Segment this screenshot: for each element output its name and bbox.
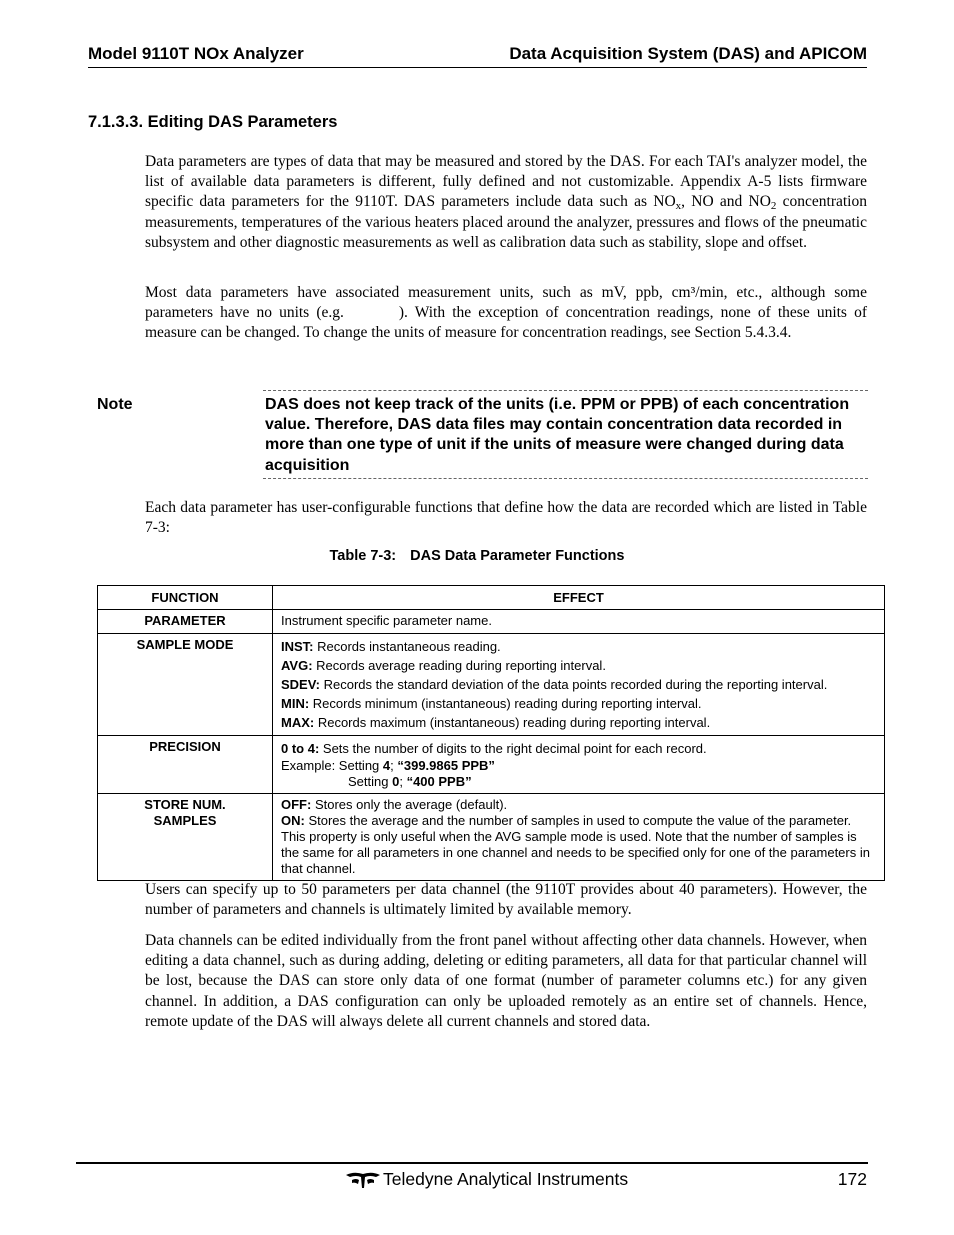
effect-line: OFF: Stores only the average (default). — [281, 797, 508, 812]
effect-line: INST: Records instantaneous reading. — [281, 639, 501, 654]
paragraph-channel-editing: Data channels can be edited individually from the front panel without affecting other data channels. However, when editing a data channel, such as during adding, deleting or editing parameters, all data for that particular channel will be lost, because the DAS can store only data of one format (number of parameter columns etc.) for any given channel. In addition, a DAS configuration can only be uploaded remotely as an entire set of channels. Hence, remote update of the DAS will always delete all current channels and stored data. — [145, 932, 867, 1030]
function-cell: STORE NUM. SAMPLES — [98, 794, 273, 881]
note-top-divider — [263, 390, 868, 391]
example-line: Setting 0; “400 PPB” — [348, 774, 472, 789]
note-text: DAS does not keep track of the units (i.e. PPM or PPB) of each concentration value. Therefore, DAS data files may contain concentration data recorded in more than one type of unit if the units of measure were changed during data acquisition — [265, 396, 850, 474]
footer-page-number: 172 — [837, 1169, 867, 1189]
column-header-function: FUNCTION — [98, 586, 273, 610]
effect-line: MIN: Records minimum (instantaneous) reading during reporting interval. — [281, 696, 702, 711]
table-row — [98, 634, 885, 736]
effect-line: AVG: Records average reading during reporting interval. — [281, 658, 606, 673]
effect-cell — [273, 634, 885, 736]
header-chapter-title: Data Acquisition System (DAS) and APICOM — [509, 44, 867, 63]
header-model-title: Model 9110T NOx Analyzer — [88, 44, 304, 63]
das-parameter-functions-table — [97, 585, 885, 881]
effect-line: ON: Stores the average and the number of samples in used to compute the value of the parameter. This property is only useful when the AVG sample mode is used. Note that the number of samples is the same for all parameters in one channel and needs to be specified only for one of the parameters in that channel. — [281, 813, 870, 876]
table-caption: Table 7-3: DAS Data Parameter Functions — [329, 548, 625, 564]
paragraph-units: Most data parameters have associated measurement units, such as mV, ppb, cm³/min, etc., although some parameters have no units (e.g. ). With the exception of concentration readings, none of these units of measure can be changed. To change the units of measure for concentration readings, see Section 5.4.3.4. — [145, 284, 867, 342]
column-header-effect: EFFECT — [273, 586, 885, 610]
table-row — [98, 794, 885, 881]
example-line: Example: Setting 4; “399.9865 PPB” — [281, 758, 495, 773]
effect-cell — [273, 736, 885, 794]
function-cell: PRECISION — [98, 736, 273, 794]
note-bottom-divider — [263, 478, 868, 479]
function-cell: PARAMETER — [98, 610, 273, 634]
effect-line: SDEV: Records the standard deviation of the data points recorded during the reporting interval. — [281, 677, 828, 692]
header-rule — [88, 67, 867, 68]
effect-cell — [273, 794, 885, 881]
paragraph-functions-intro: Each data parameter has user-configurable functions that define how the data are recorded which are listed in Table 7-3: — [145, 499, 867, 537]
footer-rule — [76, 1162, 868, 1164]
paragraph-intro: Data parameters are types of data that may be measured and stored by the DAS. For each TAI's analyzer model, the list of available data parameters is different, fully defined and not customizable. Appendix A-5 lists firmware specific data parameters for the 9110T. DAS parameters include data such as $NO_x$, NO and $NO_2$ concentration measurements, temperatures of the various heaters placed around the analyzer, pressures and flows of the pneumatic subsystem and other diagnostic measurements as well as calibration data such as stability, slope and offset. — [145, 153, 867, 251]
table-row — [98, 736, 885, 794]
section-title: 7.1.3.3. Editing DAS Parameters — [88, 113, 338, 131]
effect-line: MAX: Records maximum (instantaneous) reading during reporting interval. — [281, 715, 711, 730]
table-row — [98, 610, 885, 634]
teledyne-logo-icon — [346, 1171, 380, 1189]
footer-company: Teledyne Analytical Instruments — [383, 1169, 629, 1189]
paragraph-parameter-limits: Users can specify up to 50 parameters per data channel (the 9110T provides about 40 parameters). However, the number of parameters and channels is ultimately limited by available memory. — [145, 881, 867, 919]
note-label: Note — [97, 396, 133, 413]
effect-cell: Instrument specific parameter name. — [273, 610, 885, 634]
function-cell: SAMPLE MODE — [98, 634, 273, 736]
effect-line: 0 to 4: Sets the number of digits to the right decimal point for each record. — [281, 741, 707, 756]
table-header-row — [98, 586, 885, 610]
